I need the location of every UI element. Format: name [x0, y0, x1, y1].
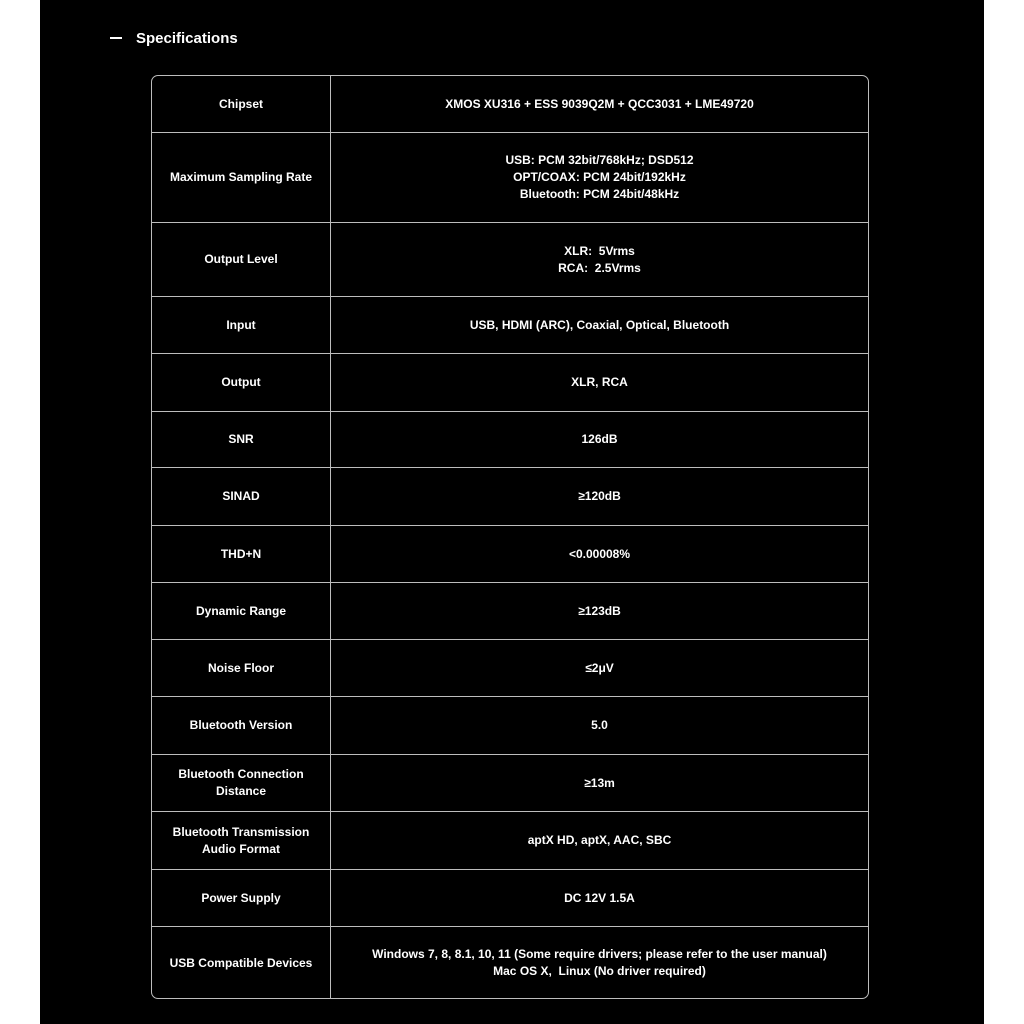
spec-value-line: Mac OS X, Linux (No driver required)	[493, 964, 706, 978]
spec-value	[331, 870, 868, 926]
spec-value-line: OPT/COAX: PCM 24bit/192kHz	[513, 170, 686, 184]
spec-value	[331, 468, 868, 525]
spec-row	[152, 927, 868, 999]
spec-value	[331, 640, 868, 696]
spec-row	[152, 354, 868, 412]
spec-row	[152, 412, 868, 468]
spec-value	[331, 583, 868, 639]
spec-value	[331, 297, 868, 353]
spec-row	[152, 870, 868, 927]
specifications-toggle[interactable]	[110, 26, 238, 50]
page	[40, 0, 984, 1024]
spec-label: Noise Floor	[152, 640, 331, 696]
spec-label: Maximum Sampling Rate	[152, 133, 331, 222]
spec-row	[152, 133, 868, 223]
spec-label: Power Supply	[152, 870, 331, 926]
spec-row	[152, 297, 868, 354]
spec-row	[152, 583, 868, 640]
spec-row	[152, 697, 868, 755]
spec-value-line: ≥120dB	[578, 489, 621, 503]
spec-label: SINAD	[152, 468, 331, 525]
spec-label: Input	[152, 297, 331, 353]
spec-label: THD+N	[152, 526, 331, 582]
collapse-minus-icon[interactable]	[110, 37, 122, 39]
spec-value	[331, 223, 868, 296]
spec-value-line: 5.0	[591, 718, 608, 732]
spec-value-line: Windows 7, 8, 8.1, 10, 11 (Some require drivers; please refer to the user manual)	[372, 947, 827, 961]
spec-value-line: XLR: 5Vrms	[564, 243, 635, 258]
spec-label: Dynamic Range	[152, 583, 331, 639]
spec-label: SNR	[152, 412, 331, 467]
spec-row	[152, 755, 868, 812]
spec-value-line: USB, HDMI (ARC), Coaxial, Optical, Bluetooth	[469, 317, 730, 332]
spec-row	[152, 223, 868, 297]
spec-value	[331, 133, 868, 222]
spec-row	[152, 468, 868, 526]
spec-value	[331, 76, 868, 132]
spec-value-line: 126dB	[581, 432, 618, 446]
spec-row	[152, 812, 868, 870]
spec-label: Bluetooth Version	[152, 697, 331, 754]
spec-value-line: RCA: 2.5Vrms	[558, 260, 641, 275]
spec-label: Bluetooth Transmission Audio Format	[152, 812, 331, 869]
spec-label: Chipset	[152, 76, 331, 132]
spec-row	[152, 76, 868, 133]
spec-row	[152, 526, 868, 583]
spec-value	[331, 697, 868, 754]
spec-value	[331, 412, 868, 467]
spec-label: Bluetooth Connection Distance	[152, 755, 331, 811]
spec-value	[331, 354, 868, 411]
specifications-table	[151, 75, 869, 999]
spec-value-line: XMOS XU316 + ESS 9039Q2M + QCC3031 + LME49720	[445, 96, 754, 111]
spec-value	[331, 927, 868, 999]
spec-label: Output	[152, 354, 331, 411]
spec-value-line: DC 12V 1.5A	[564, 890, 635, 905]
spec-label: USB Compatible Devices	[152, 927, 331, 999]
spec-row	[152, 640, 868, 697]
spec-value-line: aptX HD, aptX, AAC, SBC	[527, 833, 672, 847]
section-title: Specifications	[136, 29, 238, 47]
spec-value	[331, 526, 868, 582]
spec-value-line: ≥123dB	[578, 603, 621, 618]
spec-label: Output Level	[152, 223, 331, 296]
spec-value-line: ≤2μV	[585, 660, 614, 675]
spec-value-line: <0.00008%	[568, 546, 631, 561]
spec-value-line: Bluetooth: PCM 24bit/48kHz	[519, 187, 680, 201]
spec-value-line: USB: PCM 32bit/768kHz; DSD512	[505, 153, 694, 167]
spec-value	[331, 755, 868, 811]
spec-value	[331, 812, 868, 869]
spec-value-line: ≥13m	[584, 775, 615, 790]
spec-value-line: XLR, RCA	[571, 375, 628, 389]
